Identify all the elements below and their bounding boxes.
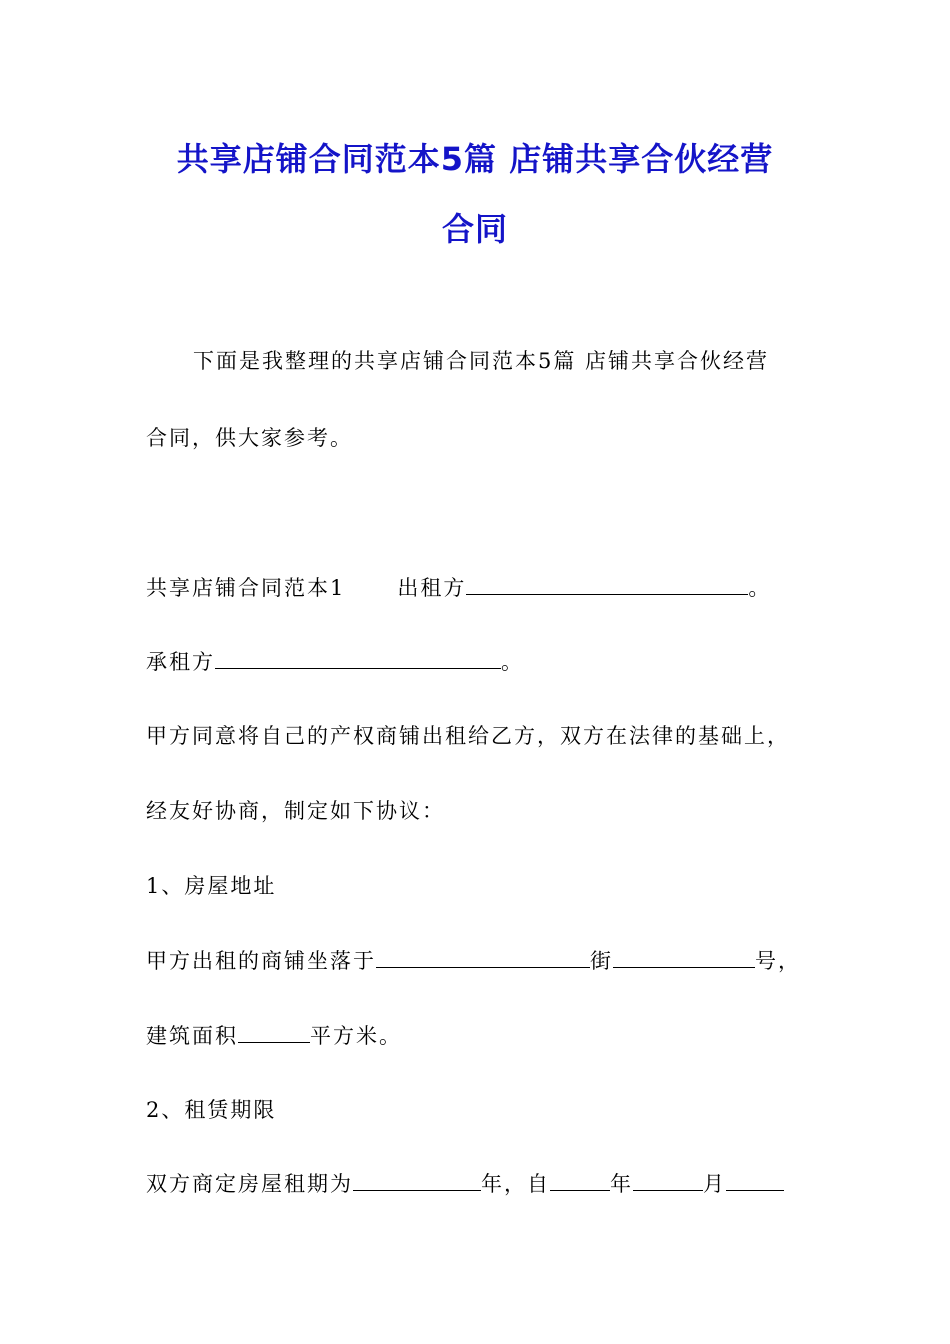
lessor-label: 出租方: [397, 576, 467, 600]
term-year-comma: 年，自: [481, 1172, 550, 1196]
document-title-line-1: 共享店铺合同范本5篇 店铺共享合伙经营: [176, 140, 774, 178]
intro-line-2: 合同，供大家参考。: [146, 426, 353, 450]
lessor-period: 。: [748, 576, 772, 600]
address-number: 号，: [755, 949, 801, 973]
lessee-blank: [215, 649, 501, 669]
section1-heading: 1、房屋地址: [146, 874, 277, 898]
document-title-line-2: 合同: [441, 210, 508, 248]
term-row: [146, 1168, 784, 1198]
area-blank: [238, 1023, 310, 1043]
agreement-line-1: 甲方同意将自己的产权商铺出租给乙方，双方在法律的基础上，: [146, 724, 790, 748]
agreement-line-2: 经友好协商，制定如下协议：: [146, 799, 445, 823]
address-row: [146, 945, 801, 975]
lessee-label: 承租方: [146, 650, 215, 674]
area-prefix: 建筑面积: [146, 1024, 238, 1048]
start-day-blank: [726, 1171, 784, 1191]
address-prefix: 甲方出租的商铺坐落于: [146, 949, 376, 973]
lessee-period: 。: [501, 650, 524, 674]
area-suffix: 平方米。: [310, 1024, 402, 1048]
section2-heading: 2、租赁期限: [146, 1098, 277, 1122]
address-street-blank: [376, 948, 590, 968]
start-year-blank: [550, 1171, 610, 1191]
address-number-blank: [613, 948, 755, 968]
intro-line-1: 下面是我整理的共享店铺合同范本5篇 店铺共享合伙经营: [193, 349, 770, 373]
term-year: 年: [610, 1172, 633, 1196]
term-prefix: 双方商定房屋租期为: [146, 1172, 353, 1196]
sample1-heading: 共享店铺合同范本1: [146, 576, 346, 600]
start-month-blank: [633, 1171, 703, 1191]
term-years-blank: [353, 1171, 481, 1191]
area-row: [146, 1020, 402, 1050]
lessor-blank: [466, 575, 748, 595]
sample1-heading-row: [146, 572, 771, 602]
address-street: 街: [590, 949, 613, 973]
lessee-row: [146, 646, 524, 676]
term-month: 月: [703, 1172, 726, 1196]
